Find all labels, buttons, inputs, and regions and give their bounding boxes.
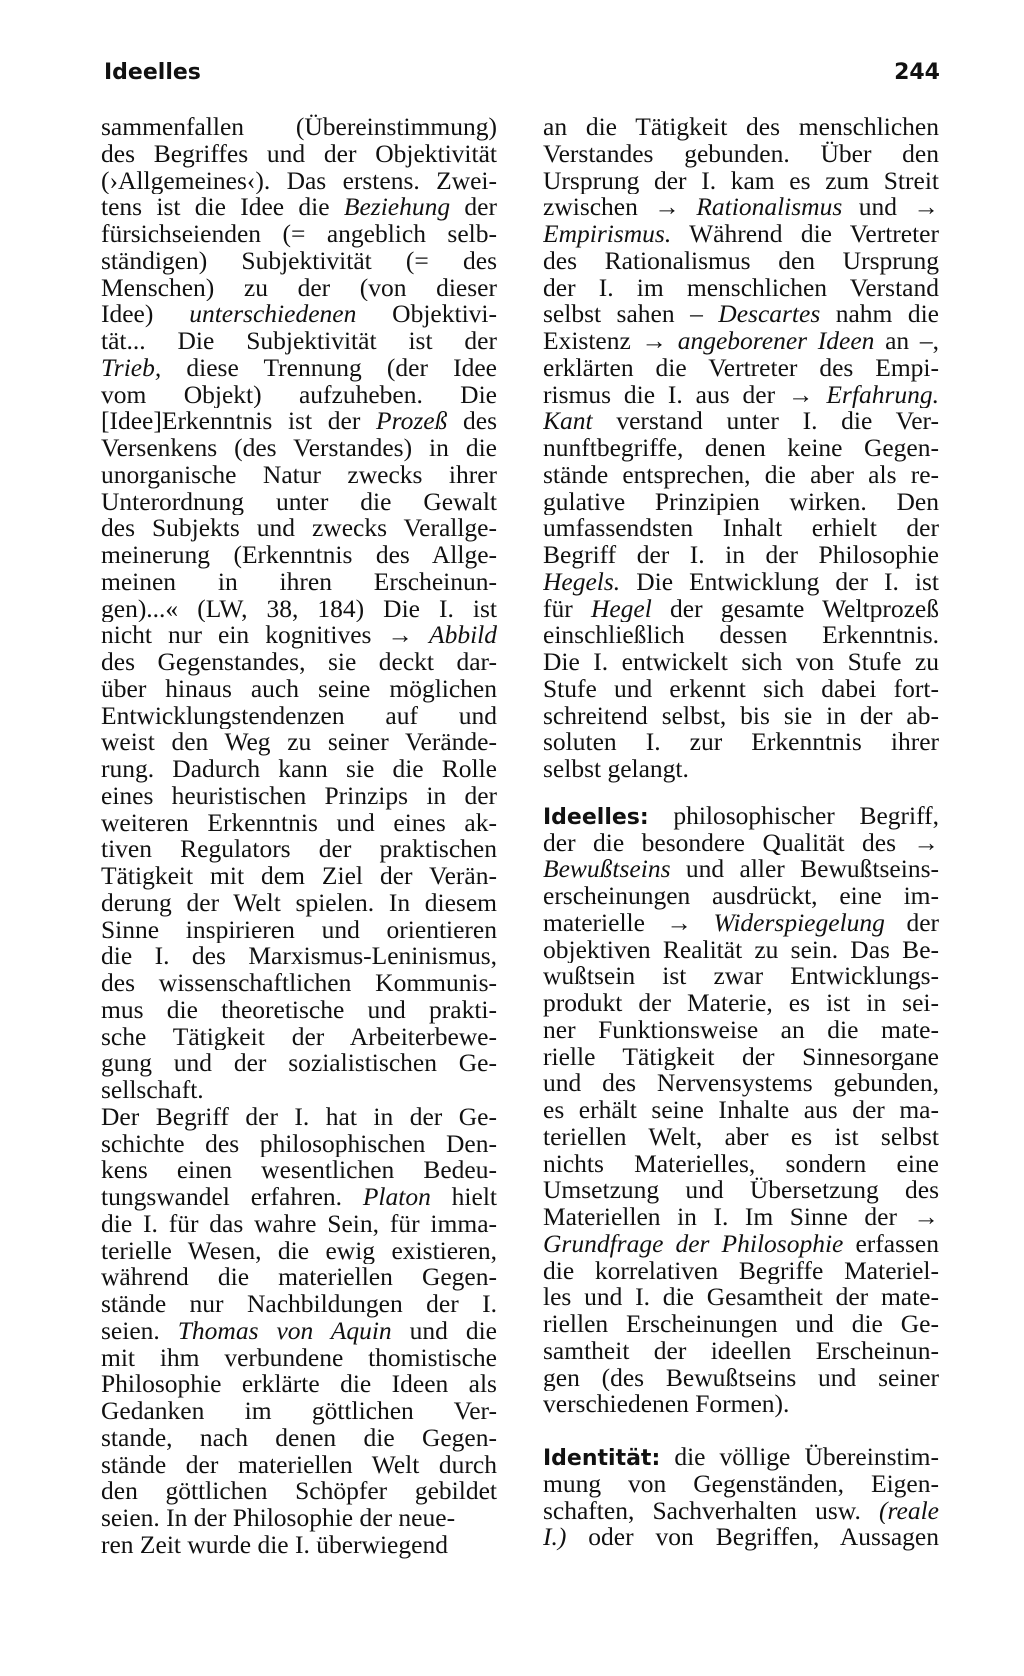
text-line: über hinaus auch seine möglichen	[101, 675, 497, 703]
text-line: mus die theoretische und prakti-	[101, 996, 497, 1024]
text-line: stände nur Nachbildungen der I.	[101, 1291, 497, 1318]
text-line: Begriff der I. in der Philosophie	[543, 542, 939, 569]
italic-term: Empirismus.	[543, 221, 672, 248]
text-line: teriellen Welt, aber es ist selbst	[543, 1123, 939, 1151]
text-line: Bewußtseins und aller Bewußtseins-	[543, 856, 939, 883]
text-line: tät... Die Subjektivität ist der	[101, 328, 497, 355]
text-line: tiven Regulators der praktischen	[101, 836, 497, 863]
italic-term: Platon	[362, 1184, 431, 1211]
text-line: Hegels. Die Entwicklung der I. ist	[543, 568, 939, 596]
italic-term: Rationalismus	[696, 194, 843, 221]
italic-term: Erfahrung.	[826, 381, 939, 409]
text-line: meinen in ihren Erscheinun-	[101, 568, 497, 596]
text-line: Grundfrage der Philosophie erfassen	[543, 1230, 939, 1258]
italic-term: I.)	[543, 1524, 567, 1551]
text-line: erklärten die Vertreter des Empi-	[543, 354, 939, 382]
text-line: des Gegenstandes, sie deckt dar-	[101, 649, 497, 676]
text-line: während die materiellen Gegen-	[101, 1264, 497, 1291]
text-line: Entwicklungstendenzen auf und	[101, 702, 497, 730]
text-line: die I. für das wahre Sein, für imma-	[101, 1210, 497, 1238]
text-line: ner Funktionsweise an die mate-	[543, 1016, 939, 1044]
italic-term: Thomas von Aquin	[177, 1317, 392, 1345]
text-line: stande, nach denen die Gegen-	[101, 1424, 497, 1452]
text-line: einschließlich dessen Erkenntnis.	[543, 622, 939, 649]
text-line: Ursprung der I. kam es zum Streit	[543, 167, 939, 195]
text-line: umfassendsten Inhalt erhielt der	[543, 515, 939, 542]
italic-term: Trieb,	[101, 354, 162, 382]
text-line: meinerung (Erkenntnis des Allge-	[101, 542, 497, 569]
text-line: Unterordnung unter die Gewalt	[101, 488, 497, 516]
text-line: rismus die I. aus der → Erfahrung.	[543, 381, 939, 409]
text-line: der I. im menschlichen Verstand	[543, 274, 939, 302]
text-line: weiteren Erkenntnis und eines ak-	[101, 809, 497, 837]
text-line: fürsichseienden (= angeblich selb-	[101, 221, 497, 248]
text-line: materielle → Widerspiegelung der	[543, 909, 939, 937]
text-line: riellen Erscheinungen und die Ge-	[543, 1311, 939, 1338]
text-line: erscheinungen ausdrückt, eine im-	[543, 883, 939, 910]
text-line: sche Tätigkeit der Arbeiterbewe-	[101, 1023, 497, 1051]
text-line: sellschaft.	[101, 1075, 204, 1104]
text-line: vom Objekt) aufzuheben. Die	[101, 381, 497, 409]
text-line: Die I. entwickelt sich von Stufe zu	[543, 649, 939, 676]
text-line: und des Nervensystems gebunden,	[543, 1070, 939, 1097]
text-line: für Hegel der gesamte Weltprozeß	[543, 595, 939, 623]
text-line: gung und der sozialistischen Ge-	[101, 1050, 497, 1077]
italic-term: (reale	[879, 1497, 939, 1525]
italic-term: Descartes	[718, 301, 821, 328]
text-line: stände der materiellen Welt durch	[101, 1451, 497, 1479]
text-line: Verstandes gebunden. Über den	[543, 140, 939, 168]
running-head: Ideelles	[104, 60, 201, 85]
text-line: samtheit der ideellen Erscheinun-	[543, 1337, 939, 1365]
text-line: die I. des Marxismus-Leninismus,	[101, 943, 497, 970]
text-line: seien. Thomas von Aquin und die	[101, 1317, 497, 1345]
entry-ideelles	[543, 803, 939, 1418]
text-line: rung. Dadurch kann sie die Rolle	[101, 756, 497, 783]
text-line: des Rationalismus den Ursprung	[543, 247, 939, 275]
text-line: Der Begriff der I. hat in der Ge-	[101, 1103, 497, 1131]
text-line: Kant verstand unter I. die Ver-	[543, 408, 939, 435]
text-line: Identität: die völlige Übereinstim-	[543, 1444, 939, 1471]
text-line: Ideelles: philosophischer Begriff,	[543, 802, 939, 830]
text-line: Existenz → angeborener Ideen an –,	[543, 328, 939, 355]
text-line: ren Zeit wurde die I. überwiegend	[101, 1529, 448, 1559]
text-line: terielle Wesen, die ewig existieren,	[101, 1237, 497, 1265]
headword: Ideelles:	[543, 804, 649, 830]
text-line: nunftbegriffe, denen keine Gegen-	[543, 435, 939, 462]
text-line: wußtsein ist zwar Entwicklungs-	[543, 963, 939, 990]
text-line: selbst sahen – Descartes nahm die	[543, 301, 939, 328]
text-line: nicht nur ein kognitives → Abbild	[101, 622, 497, 649]
text-line: selbst gelangt.	[543, 754, 689, 783]
text-line: eines heuristischen Prinzips in der	[101, 782, 497, 810]
text-line: (›Allgemeines‹). Das erstens. Zwei-	[101, 167, 497, 195]
text-line: es erhält seine Inhalte aus der ma-	[543, 1097, 939, 1124]
italic-term: Beziehung	[343, 194, 451, 221]
text-line: gen)...« (LW, 38, 184) Die I. ist	[101, 595, 497, 623]
text-line: der die besondere Qualität des →	[543, 829, 939, 857]
text-line: unorganische Natur zwecks ihrer	[101, 461, 497, 489]
text-line: Tätigkeit mit dem Ziel der Verän-	[101, 863, 497, 890]
text-line: nichts Materielles, sondern eine	[543, 1150, 939, 1178]
text-line: seien. In der Philosophie der neue-	[101, 1503, 456, 1532]
text-line: stände entsprechen, die aber als re-	[543, 461, 939, 489]
text-line: sammenfallen (Übereinstimmung)	[101, 114, 497, 141]
text-line: Trieb, diese Trennung (der Idee	[101, 354, 497, 382]
text-line: schichte des philosophischen Den-	[101, 1130, 497, 1158]
text-line: weist den Weg zu seiner Verände-	[101, 729, 497, 756]
page-number: 244	[894, 60, 940, 85]
text-line: Sinne inspirieren und orientieren	[101, 916, 497, 944]
text-line: den göttlichen Schöpfer gebildet	[101, 1478, 497, 1505]
page-header	[104, 60, 940, 94]
text-line: die korrelativen Begriffe Materiel-	[543, 1257, 939, 1285]
text-line: [Idee]Erkenntnis ist der Prozeß des	[101, 408, 497, 435]
text-line: Materiellen in I. Im Sinne der →	[543, 1204, 939, 1231]
text-line: Idee) unterschiedenen Objektivi-	[101, 301, 497, 328]
italic-term: Prozeß	[376, 408, 448, 435]
text-line: mung von Gegenständen, Eigen-	[543, 1470, 939, 1498]
italic-term: Kant	[543, 408, 593, 435]
text-line: produkt der Materie, es ist in sei-	[543, 990, 939, 1017]
text-line: gen (des Bewußtseins und seiner	[543, 1364, 939, 1392]
text-line: Menschen) zu der (von dieser	[101, 274, 497, 302]
entry-identitaet	[543, 1444, 939, 1551]
italic-term: Hegels.	[543, 568, 621, 596]
text-line: Versenkens (des Verstandes) in die	[101, 435, 497, 462]
text-line: tens ist die Idee die Beziehung der	[101, 194, 497, 221]
italic-term: angeborener Ideen	[677, 328, 875, 355]
text-line: schaften, Sachverhalten usw. (reale	[543, 1497, 939, 1525]
text-line: Philosophie erklärte die Ideen als	[101, 1371, 497, 1398]
text-line: des wissenschaftlichen Kommunis-	[101, 970, 497, 997]
text-line: rielle Tätigkeit der Sinnesorgane	[543, 1043, 939, 1071]
italic-term: Grundfrage der Philosophie	[543, 1230, 844, 1258]
text-line: an die Tätigkeit des menschlichen	[543, 114, 939, 141]
left-column	[101, 114, 497, 1559]
text-line: schreitend selbst, bis sie in der ab-	[543, 702, 939, 730]
text-line: objektiven Realität zu sein. Das Be-	[543, 936, 939, 964]
text-line: Stufe und erkennt sich dabei fort-	[543, 675, 939, 703]
text-line: kens einen wesentlichen Bedeu-	[101, 1157, 497, 1184]
entry-continuation	[543, 114, 939, 783]
italic-term: Bewußtseins	[543, 856, 671, 883]
text-line: I.) oder von Begriffen, Aussagen	[543, 1524, 939, 1551]
text-line: Gedanken im göttlichen Ver-	[101, 1398, 497, 1425]
text-line: Empirismus. Während die Vertreter	[543, 221, 939, 248]
right-column	[543, 114, 939, 1551]
text-line: zwischen → Rationalismus und →	[543, 194, 939, 221]
italic-term: Hegel	[590, 595, 652, 623]
text-line: soluten I. zur Erkenntnis ihrer	[543, 729, 939, 756]
text-line: tungswandel erfahren. Platon hielt	[101, 1184, 497, 1211]
italic-term: unterschiedenen	[189, 301, 357, 328]
italic-term: Abbild	[429, 622, 497, 649]
text-line: verschiedenen Formen).	[543, 1389, 790, 1419]
text-line: des Subjekts und zwecks Verallge-	[101, 515, 497, 542]
text-line: Umsetzung und Übersetzung des	[543, 1177, 939, 1204]
text-line: les und I. die Gesamtheit der mate-	[543, 1284, 939, 1311]
headword: Identität:	[543, 1446, 661, 1471]
text-line: des Begriffes und der Objektivität	[101, 140, 497, 168]
italic-term: Widerspiegelung	[713, 909, 885, 937]
text-line: mit ihm verbundene thomistische	[101, 1344, 497, 1372]
text-line: ständigen) Subjektivität (= des	[101, 247, 497, 275]
text-line: derung der Welt spielen. In diesem	[101, 889, 497, 917]
text-line: gulative Prinzipien wirken. Den	[543, 488, 939, 516]
